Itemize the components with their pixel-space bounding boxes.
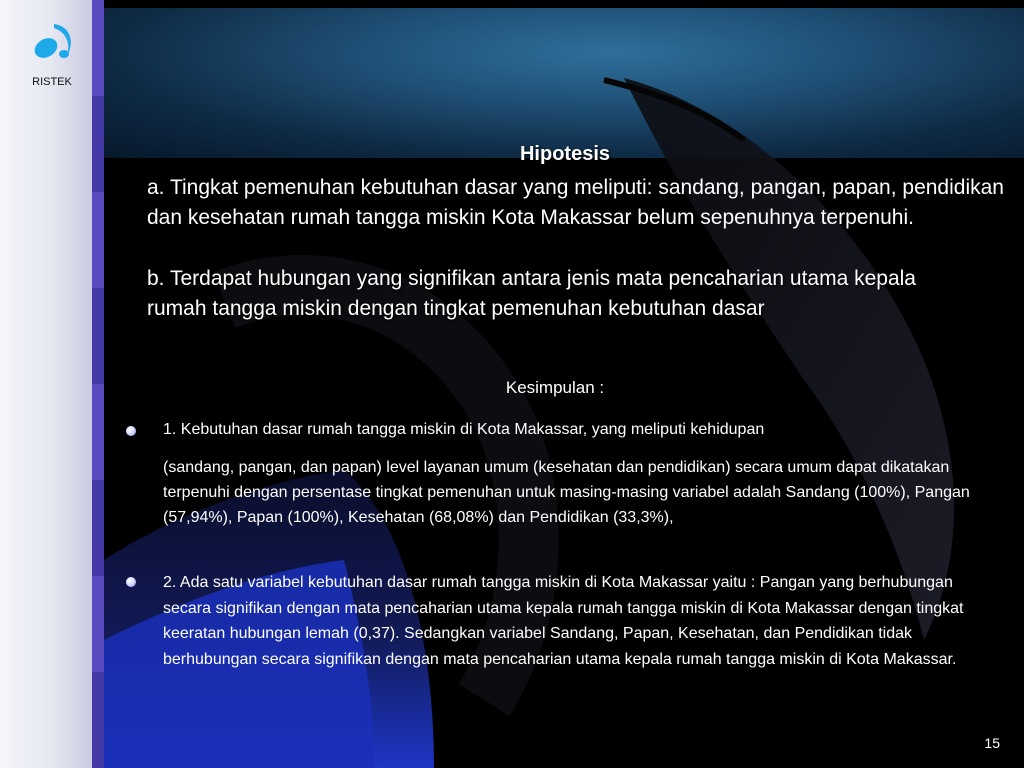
conclusion-heading: Kesimpulan : <box>505 378 605 397</box>
bullet-icon <box>126 426 136 436</box>
conclusion-point-1-text: (sandang, pangan, dan papan) level layanan umum (kesehatan dan pendidikan) secara umum dapat dikatakan terpenuhi dengan persentase tingkat pemenuhan untuk masing-masing variabel adalah <box>163 459 950 501</box>
hypothesis-b: b. Terdapat hubungan yang signifikan antara jenis mata pencaharian utama kepala rumah tangga miskin dengan tingkat pemenuhan kebutuhan dasar <box>147 267 916 320</box>
logo-text: RISTEK <box>32 76 72 88</box>
page-number: 15 <box>984 735 1000 751</box>
conclusion-point-2: 2. Ada satu variabel kebutuhan dasar rumah tangga miskin di Kota Makassar yaitu : Pangan yang berhubungan secara signifikan dengan mata pencaharian utama kepala rumah tangga miskin di Kota Makassar dengan tingkat keeratan hubungan lemah (0,37). Sedangkan variabel Sandang, Papan, Kesehatan, dan Pendidikan tidak berhubungan secara signifikan dengan mata pencaharian utama kepala rumah tangga miskin di Kota Makassar. <box>163 574 964 668</box>
conclusion-point-1-continuation <box>163 455 983 530</box>
conclusion-point-1-values: Sandang (100%), Pangan (57,94%), Papan (100%), Kesehatan (68,08%) dan Pendidikan (33,3%), <box>163 484 970 526</box>
bullet-icon <box>126 577 136 587</box>
conclusion-point-1-line1: 1. Kebutuhan dasar rumah tangga miskin di Kota Makassar, yang meliputi kehidupan <box>163 421 765 438</box>
hypothesis-a: a. Tingkat pemenuhan kebutuhan dasar yang meliputi: sandang, pangan, papan, pendidikan dan kesehatan rumah tangga miskin Kota Makassar belum sepenuhnya terpenuhi. <box>147 176 1004 229</box>
slide-title: Hipotesis <box>519 143 611 165</box>
